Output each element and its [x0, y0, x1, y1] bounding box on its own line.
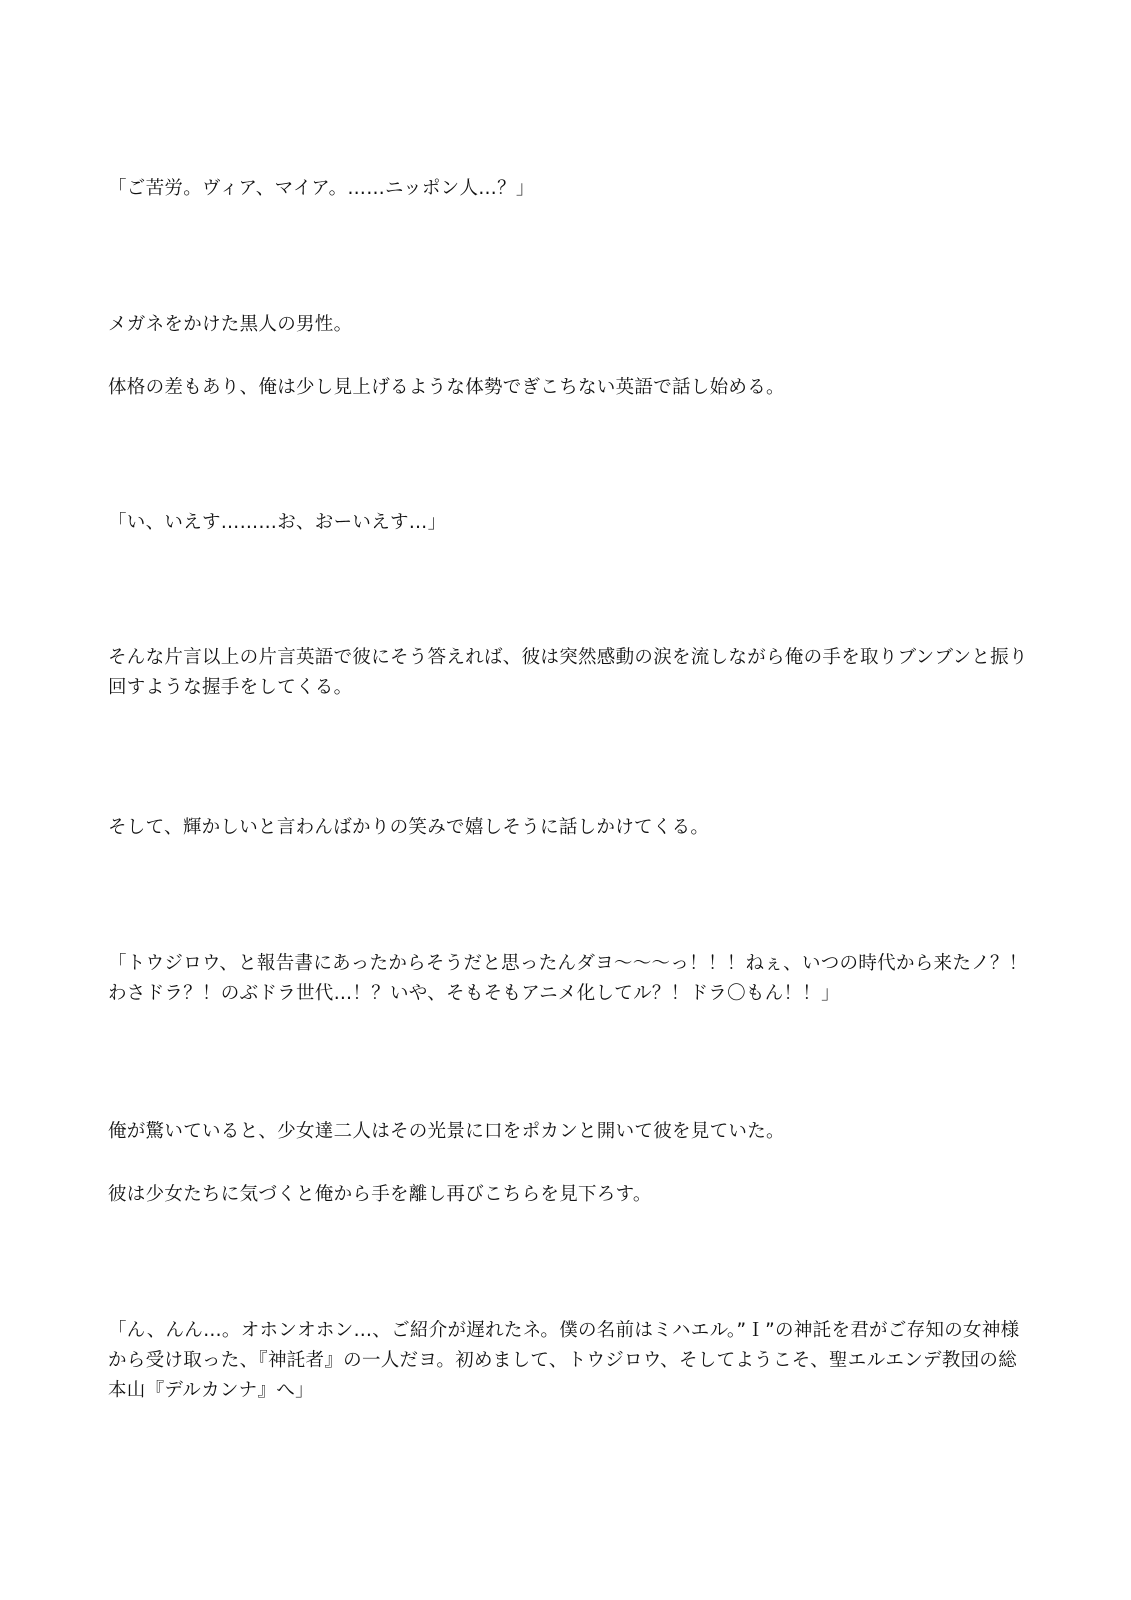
- paragraph-dialogue-introduction: 「ん、んん…。オホンオホン…、ご紹介が遅れたネ。僕の名前はミハエル。”Ｉ”の神託を君がご存知の女神様から受け取った、『神託者』の一人だヨ。初めまして、トウジロウ、そしてようこそ、聖エルエンデ教団の総本山『デルカンナ』へ」: [108, 1320, 1020, 1401]
- paragraph-narration-smile: そして、輝かしいと言わんばかりの笑みで嬉しそうに話しかけてくる。: [108, 817, 710, 838]
- paragraph-narration-girls: 俺が驚いていると、少女達二人はその光景に口をポカンと開いて彼を見ていた。: [108, 1121, 785, 1142]
- paragraph-narration-man: メガネをかけた黒人の男性。: [108, 314, 353, 335]
- paragraph-dialogue-yes: 「い、いえす………お、おーいえす…」: [108, 512, 447, 533]
- paragraph-dialogue-excited: 「トウジロウ、と報告書にあったからそうだと思ったんダヨ〜〜〜っ！！！ねぇ、いつの時代から来たノ？！わさドラ？！のぶドラ世代…！？いや、そもそもアニメ化してル？！ドラ〇もん！！」: [108, 953, 1028, 1004]
- paragraph-dialogue-greeting: 「ご苦労。ヴィア、マイア。……ニッポン人…？」: [108, 178, 535, 199]
- paragraph-narration-english: 体格の差もあり、俺は少し見上げるような体勢でぎこちない英語で話し始める。: [108, 377, 785, 398]
- paragraph-narration-look-down: 彼は少女たちに気づくと俺から手を離し再びこちらを見下ろす。: [108, 1184, 652, 1205]
- paragraph-narration-handshake: そんな片言以上の片言英語で彼にそう答えれば、彼は突然感動の涙を流しながら俺の手を取りブンブンと振り回すような握手をしてくる。: [108, 647, 1028, 698]
